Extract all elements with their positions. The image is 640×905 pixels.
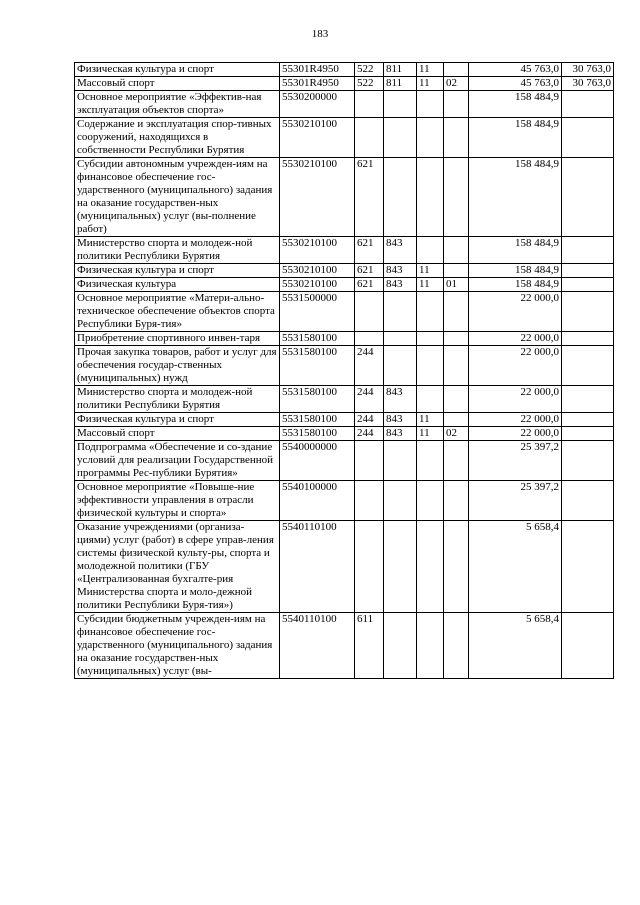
row-amount-2-cell [562, 237, 614, 264]
row-name-cell: Массовый спорт [75, 77, 280, 91]
row-name-cell: Приобретение спортивного инвен-таря [75, 332, 280, 346]
row-subsection-cell [444, 521, 469, 613]
row-ministry-code-cell: 811 [384, 63, 417, 77]
row-section-cell [417, 481, 444, 521]
row-ministry-code-cell: 843 [384, 278, 417, 292]
row-subsection-cell [444, 386, 469, 413]
row-name-cell: Физическая культура и спорт [75, 413, 280, 427]
row-subsection-cell [444, 237, 469, 264]
row-section-cell [417, 441, 444, 481]
row-subsection-cell [444, 481, 469, 521]
row-name-cell: Подпрограмма «Обеспечение и со-здание условий для реализации Государственной программы Рес-публики Бурятия» [75, 441, 280, 481]
row-ministry-code-cell [384, 441, 417, 481]
table-row [75, 63, 614, 77]
table-row [75, 77, 614, 91]
row-expense-type-cell: 621 [355, 158, 384, 237]
row-ministry-code-cell [384, 521, 417, 613]
budget-table [74, 62, 614, 679]
row-amount-2-cell [562, 264, 614, 278]
row-ministry-code-cell [384, 332, 417, 346]
row-amount-2-cell [562, 346, 614, 386]
row-expense-type-cell: 621 [355, 237, 384, 264]
row-amount-1-cell: 22 000,0 [469, 332, 562, 346]
row-amount-1-cell: 158 484,9 [469, 158, 562, 237]
row-ministry-code-cell [384, 613, 417, 679]
row-amount-2-cell: 30 763,0 [562, 77, 614, 91]
table-row [75, 91, 614, 118]
row-ministry-code-cell [384, 292, 417, 332]
row-name-cell: Массовый спорт [75, 427, 280, 441]
table-row [75, 413, 614, 427]
row-subsection-cell [444, 613, 469, 679]
row-ministry-code-cell [384, 158, 417, 237]
row-ministry-code-cell [384, 481, 417, 521]
row-ministry-code-cell: 843 [384, 413, 417, 427]
row-amount-1-cell: 158 484,9 [469, 264, 562, 278]
row-target-article-cell: 5530200000 [280, 91, 355, 118]
row-amount-2-cell [562, 278, 614, 292]
row-subsection-cell [444, 346, 469, 386]
table-row [75, 346, 614, 386]
row-target-article-cell: 5531580100 [280, 427, 355, 441]
row-amount-1-cell: 158 484,9 [469, 118, 562, 158]
row-section-cell [417, 91, 444, 118]
row-subsection-cell [444, 91, 469, 118]
row-name-cell: Прочая закупка товаров, работ и услуг для обеспечения государ-ственных (муниципальных) нужд [75, 346, 280, 386]
row-amount-2-cell [562, 386, 614, 413]
row-expense-type-cell [355, 118, 384, 158]
row-section-cell [417, 346, 444, 386]
row-target-article-cell: 5531580100 [280, 413, 355, 427]
row-amount-2-cell [562, 481, 614, 521]
row-ministry-code-cell: 843 [384, 237, 417, 264]
row-target-article-cell: 5540000000 [280, 441, 355, 481]
row-target-article-cell: 5531580100 [280, 332, 355, 346]
row-expense-type-cell [355, 441, 384, 481]
row-name-cell: Основное мероприятие «Матери-ально-техническое обеспечение объектов спорта Республики Буря-тия» [75, 292, 280, 332]
row-amount-2-cell [562, 521, 614, 613]
row-ministry-code-cell: 843 [384, 264, 417, 278]
row-ministry-code-cell: 811 [384, 77, 417, 91]
row-target-article-cell: 5530210100 [280, 158, 355, 237]
row-subsection-cell [444, 63, 469, 77]
row-section-cell: 11 [417, 413, 444, 427]
row-amount-2-cell [562, 91, 614, 118]
row-target-article-cell: 5530210100 [280, 278, 355, 292]
table-row [75, 386, 614, 413]
row-name-cell: Субсидии автономным учрежден-иям на финансовое обеспечение гос-ударственного (муниципального) задания на оказание государствен-ных (муниципальных) услуг (вы-полнение работ) [75, 158, 280, 237]
row-section-cell [417, 237, 444, 264]
row-amount-2-cell [562, 332, 614, 346]
row-target-article-cell: 55301R4950 [280, 77, 355, 91]
table-row [75, 441, 614, 481]
row-section-cell [417, 613, 444, 679]
table-row [75, 264, 614, 278]
row-amount-2-cell [562, 427, 614, 441]
row-target-article-cell: 5540110100 [280, 613, 355, 679]
row-name-cell: Оказание учреждениями (организа-циями) услуг (работ) в сфере управ-ления системы физической культу-ры, спорта и молодежной политики (ГБУ «Централизованная бухгалте-рия Министерства спорта и моло-дежной политики Республики Буря-тия») [75, 521, 280, 613]
row-amount-2-cell: 30 763,0 [562, 63, 614, 77]
row-expense-type-cell: 244 [355, 386, 384, 413]
row-target-article-cell: 5540100000 [280, 481, 355, 521]
row-amount-1-cell: 45 763,0 [469, 77, 562, 91]
row-expense-type-cell [355, 521, 384, 613]
row-ministry-code-cell [384, 346, 417, 386]
row-section-cell [417, 118, 444, 158]
row-expense-type-cell: 244 [355, 346, 384, 386]
table-row [75, 427, 614, 441]
table-row [75, 237, 614, 264]
row-amount-1-cell: 5 658,4 [469, 613, 562, 679]
row-subsection-cell [444, 413, 469, 427]
row-subsection-cell [444, 118, 469, 158]
row-amount-2-cell [562, 413, 614, 427]
row-section-cell: 11 [417, 63, 444, 77]
row-amount-1-cell: 22 000,0 [469, 346, 562, 386]
row-target-article-cell: 5531580100 [280, 346, 355, 386]
row-target-article-cell: 5530210100 [280, 237, 355, 264]
row-amount-1-cell: 25 397,2 [469, 481, 562, 521]
row-name-cell: Министерство спорта и молодеж-ной политики Республики Бурятия [75, 386, 280, 413]
row-amount-1-cell: 5 658,4 [469, 521, 562, 613]
row-name-cell: Министерство спорта и молодеж-ной политики Республики Бурятия [75, 237, 280, 264]
table-row [75, 332, 614, 346]
row-name-cell: Основное мероприятие «Повыше-ние эффективности управления в отрасли физической культуры и спорта» [75, 481, 280, 521]
row-amount-2-cell [562, 613, 614, 679]
row-target-article-cell: 55301R4950 [280, 63, 355, 77]
budget-table-body [75, 63, 614, 679]
row-ministry-code-cell [384, 118, 417, 158]
row-expense-type-cell: 621 [355, 264, 384, 278]
row-amount-1-cell: 22 000,0 [469, 427, 562, 441]
row-subsection-cell: 01 [444, 278, 469, 292]
row-name-cell: Содержание и эксплуатация спор-тивных сооружений, находящихся в собственности Республики Бурятия [75, 118, 280, 158]
row-section-cell: 11 [417, 427, 444, 441]
row-amount-1-cell: 22 000,0 [469, 413, 562, 427]
row-ministry-code-cell: 843 [384, 427, 417, 441]
row-expense-type-cell [355, 292, 384, 332]
row-expense-type-cell: 522 [355, 63, 384, 77]
row-target-article-cell: 5530210100 [280, 118, 355, 158]
table-row [75, 278, 614, 292]
row-amount-2-cell [562, 158, 614, 237]
table-row [75, 158, 614, 237]
row-amount-2-cell [562, 441, 614, 481]
row-amount-1-cell: 22 000,0 [469, 292, 562, 332]
table-row [75, 292, 614, 332]
row-amount-1-cell: 158 484,9 [469, 278, 562, 292]
row-subsection-cell: 02 [444, 77, 469, 91]
row-expense-type-cell: 611 [355, 613, 384, 679]
row-ministry-code-cell [384, 91, 417, 118]
row-expense-type-cell: 244 [355, 413, 384, 427]
row-name-cell: Основное мероприятие «Эффектив-ная эксплуатация объектов спорта» [75, 91, 280, 118]
row-section-cell: 11 [417, 77, 444, 91]
row-expense-type-cell [355, 332, 384, 346]
row-amount-2-cell [562, 292, 614, 332]
row-ministry-code-cell: 843 [384, 386, 417, 413]
row-section-cell [417, 158, 444, 237]
row-subsection-cell: 02 [444, 427, 469, 441]
row-target-article-cell: 5531580100 [280, 386, 355, 413]
row-amount-2-cell [562, 118, 614, 158]
row-name-cell: Физическая культура и спорт [75, 63, 280, 77]
row-section-cell: 11 [417, 264, 444, 278]
row-name-cell: Физическая культура и спорт [75, 264, 280, 278]
row-expense-type-cell: 522 [355, 77, 384, 91]
page-number: 183 [311, 28, 329, 40]
row-name-cell: Физическая культура [75, 278, 280, 292]
row-subsection-cell [444, 264, 469, 278]
table-row [75, 613, 614, 679]
table-row [75, 118, 614, 158]
row-section-cell: 11 [417, 278, 444, 292]
row-subsection-cell [444, 292, 469, 332]
row-section-cell [417, 332, 444, 346]
row-amount-1-cell: 158 484,9 [469, 237, 562, 264]
table-row [75, 521, 614, 613]
row-amount-1-cell: 25 397,2 [469, 441, 562, 481]
table-row [75, 481, 614, 521]
row-amount-1-cell: 158 484,9 [469, 91, 562, 118]
row-name-cell: Субсидии бюджетным учрежден-иям на финансовое обеспечение гос-ударственного (муниципального) задания на оказание государствен-ных (муниципальных) услуг (вы- [75, 613, 280, 679]
row-subsection-cell [444, 158, 469, 237]
row-amount-1-cell: 45 763,0 [469, 63, 562, 77]
row-subsection-cell [444, 441, 469, 481]
row-section-cell [417, 521, 444, 613]
row-expense-type-cell: 244 [355, 427, 384, 441]
row-target-article-cell: 5530210100 [280, 264, 355, 278]
row-section-cell [417, 386, 444, 413]
row-amount-1-cell: 22 000,0 [469, 386, 562, 413]
row-target-article-cell: 5531500000 [280, 292, 355, 332]
row-subsection-cell [444, 332, 469, 346]
row-target-article-cell: 5540110100 [280, 521, 355, 613]
row-section-cell [417, 292, 444, 332]
row-expense-type-cell [355, 91, 384, 118]
row-expense-type-cell: 621 [355, 278, 384, 292]
row-expense-type-cell [355, 481, 384, 521]
